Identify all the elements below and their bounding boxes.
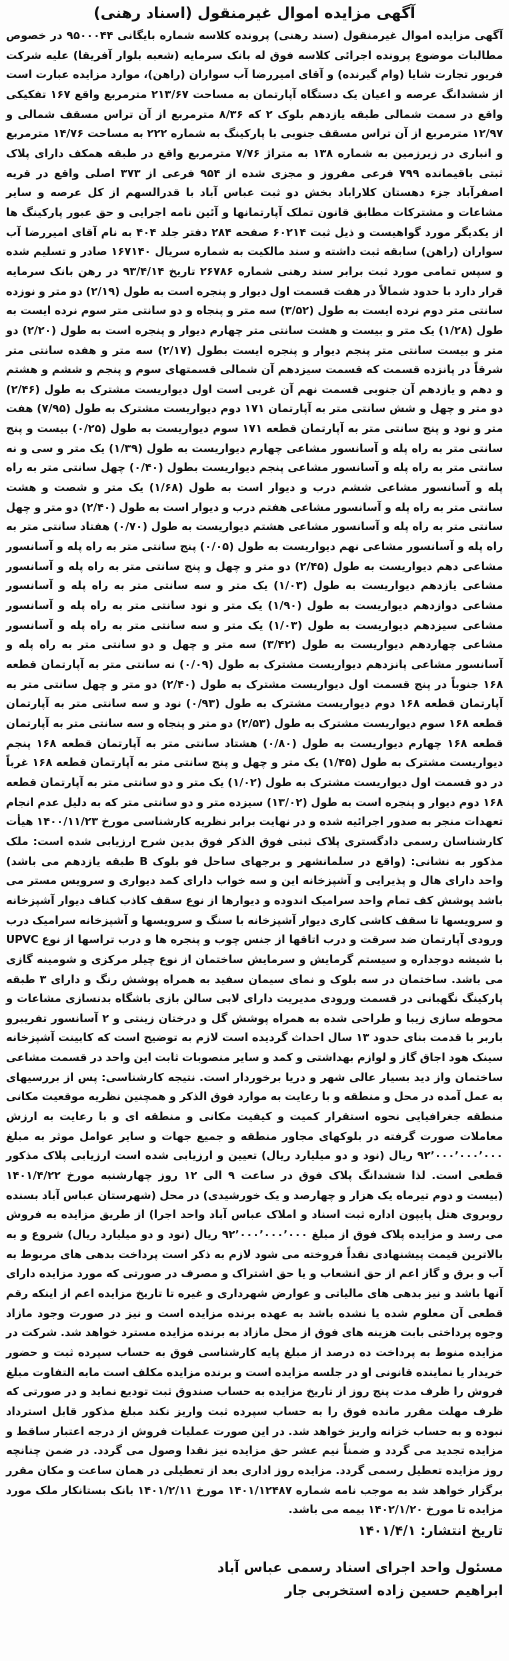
notice-title: آگهی مزایده اموال غیرمنقول (اسناد رهنی) <box>93 4 416 22</box>
signature-office: مسئول واحد اجرای اسناد رسمی عباس آباد <box>217 1559 503 1576</box>
notice-body: آگهی مزایده اموال غیرمنقول (سند رهنی) پرونده کلاسه شماره بایگانی ۹۵۰۰۰۴۴ در خصوص مطالبات موضوع پرونده اجرائی کلاسه فوق له بانک سرمایه (شعبه بلوار آفریقا) علیه شرکت فریور تجارت شایا (وام گیرنده) و آقای امیررضا آب سواران (راهن)، موارد مزایده عبارت است از ششدانگ عرصه و اعیان یک دستگاه آپارتمان به مساحت ۲۱۳/۶۷ مترمربع واقع ۱۶۷ تفکیکی واقع در سمت شمالی طبقه یازدهم بلوک ۲ که ۸/۳۶ مترمربع از آن تراس مسقف شمالی و ۱۲/۹۷ مترمربع از آن تراس مسقف جنوبی با پارکینگ به شماره ۲۲۲ به مساحت ۱۴/۷۶ مترمربع و انباری در زیرزمین به شماره ۱۳۸ به متراژ ۷/۷۶ مترمربع واقع در طبقه همکف دارای پلاک ثبتی باقیمانده ۷۹۹ فرعی مفروز و مجزی شده از ۹۵۴ فرعی از ۳۷۳ اصلی واقع در قریه اصفرآباد جزء دهستان کلاراباد بخش دو ثبت عباس آباد با قدرالسهم از کل عرصه و سایر مشاعات و مشترکات مطابق قانون تملک آپارتمانها و آئین نامه اجرایی و حق عبور پارکینگ ها از یکدیگر مورد گواهیست و ذیل ثبت ۶۰۲۱۴ صفحه ۲۸۴ دفتر جلد ۴۰۴ به نام آقای امیررضا آب سواران (راهن) سابقه ثبت داشته و سند مالکیت به شماره سریال ۱۶۷۱۴۰ صادر و تسلیم شده و سپس تمامی مورد ثبت برابر سند رهنی شماره ۲۶۷۸۶ تاریخ ۹۳/۴/۱۴ در رهن بانک سرمایه قرار دارد با حدود شمالاً در هفت قسمت اول دیوار و پنجره است به طول (۲/۱۹) دو متر و نوزده سانتی متر دوم نرده ایست به طول (۳/۵۲) سه متر و پنجاه و دو سانتی متر سوم نرده ایست به طول (۱/۲۸) یک متر و بیست و هشت سانتی متر چهارم دیوار و پنجره است به طول (۲/۲۰) دو متر و بیست سانتی متر پنجم دیوار و پنجره ایست بطول (۲/۱۷) سه متر و هفده سانتی متر شرقاً در پانزده قسمت که قسمت سیزدهم آن شمالی قسمتهای سوم و پنجم و ششم و هشتم و دهم و یازدهم آن جنوبی قسمت نهم آن غربی است اول دیواریست مشترک به طول (۲/۴۶) دو متر و چهل و شش سانتی متر به آپارتمان ۱۷۱ دوم دیواریست مشترک به طول (۷/۹۵) هفت متر و نود و پنج سانتی متر به آپارتمان قطعه ۱۷۱ سوم دیواریست به طول (۰/۲۵) بیست و پنج سانتی متر به راه پله و آسانسور مشاعی چهارم دیواریست به طول (۱/۳۹) یک متر و سی و نه سانتی متر به راه پله و آسانسور مشاعی پنجم دیواریست بطول (۰/۴۰) چهل سانتی متر به راه پله و آسانسور مشاعی ششم درب و دیوار است به طول (۱/۶۸) یک متر و شصت و هشت سانتی متر به راه پله و آسانسور مشاعی هفتم درب و دیوار است به طول (۲/۴۰) دو متر و چهل سانتی متر به راه پله و آسانسور مشاعی هشتم دیواریست به طول (۰/۷۰) هفتاد سانتی متر به راه پله و آسانسور مشاعی نهم دیواریست به طول (۰/۰۵) پنج سانتی متر به راه پله و آسانسور مشاعی دهم دیواریست به طول (۲/۴۵) دو متر و چهل و پنج سانتی متر به راه پله و آسانسور مشاعی یازدهم دیواریست به طول (۱/۰۳) یک متر و سه سانتی متر به راه پله و آسانسور مشاعی دوازدهم دیواریست به طول (۱/۹۰) یک متر و نود سانتی متر به راه پله و آسانسور مشاعی سیزدهم دیواریست به طول (۱/۰۳) یک متر و سه سانتی متر به راه پله و آسانسور مشاعی چهاردهم دیواریست به طول (۳/۴۲) سه متر و چهل و دو سانتی متر به راه پله و آسانسور مشاعی پانزدهم دیواریست مشترک به طول (۰/۰۹) نه سانتی متر به آپارتمان قطعه ۱۶۸ جنوباً در پنج قسمت اول دیواریست مشترک به طول (۲/۴۰) دو متر و چهل سانتی متر به آپارتمان قطعه ۱۶۸ دوم دیواریست مشترک به طول (۰/۹۳) نود و سه سانتی متر به آپارتمان قطعه ۱۶۸ سوم دیواریست مشترک به طول (۲/۵۳) دو متر و پنجاه و سه سانتی متر به آپارتمان قطعه ۱۶۸ چهارم دیواریست به طول (۰/۸۰) هشتاد سانتی متر به آپارتمان قطعه ۱۶۸ پنجم دیواریست مشترک به طول (۱/۴۵) یک متر و چهل و پنج سانتی متر به آپارتمان قطعه ۱۶۸ غرباً در دو قسمت اول دیواریست مشترک به طول (۱/۰۲) یک متر و دو سانتی متر به آپارتمان قطعه ۱۶۸ دوم دیوار و پنجره است به طول (۱۳/۰۲) سیزده متر و دو سانتی متر که به دلیل عدم انجام تعهدات منجر به صدور اجرائیه شده و در نهایت برابر نظریه کارشناسی مورخ ۱۴۰۰/۱۱/۲۳ هیأت کارشناسان رسمی دادگستری پلاک ثبتی فوق الذکر فوق بدین شرح ارزیابی شده است: ملک مذکور به نشانی: (واقع در سلمانشهر و برجهای ساحل فو بلوک B طبقه یازدهم می باشد) واحد دارای هال و پذیرایی و آشپزخانه این و سه خواب دارای کمد دیواری و سرویس مستر می باشد پوشش کف تمام واحد سرامیک اندوده و دیوارها از نوع سقف کاذب کناف دیوار آشپزخانه و سرویسها تا سقف کاشی کاری دیوار آشپزخانه با سنگ و سرویسها و آشپزخانه سرامیک درب ورودی آپارتمان ضد سرقت و درب اتاقها از جنس چوب و پنجره ها و درب تراسها از نوع UPVC با شیشه دوجداره و سیستم گرمایش و سرمایش ساختمان از نوع چیلر مرکزی و شومینه گازی می باشد. ساختمان در سه بلوک و نمای سیمان سفید به همراه پوشش رنگ و دارای ۳ طبقه پارکینگ نگهبانی در قسمت ورودی مدیریت دارای لابی سالن بازی باشگاه بدنسازی مشاعات و محوطه سازی زیبا و طراحی شده به همراه پوشش گل و درختان زینتی و ۲ آسانسور تفریبرو باربر با قدمت بنای حدود ۱۳ سال احداث گردیده است لازم به توضیح است که کابینت آشپزخانه سینک هود اجاق گاز و لوازم بهداشتی و کمد و سایر منصوبات ثابت این واحد در قسمت مشاعی ساختمان واز دید بسیار عالی شهر و دریا برخوردار است. نتیجه کارشناسی: پس از بررسیهای به عمل آمده در محل و منطقه و با رعایت به موارد فوق الذکر و همچنین نظریه موقعیت مکانی منطقه جغرافیایی نحوه استقرار کمیت و کیفیت مکانی و منطقه ای و با رعایت به ارزش معاملات صورت گرفته در بلوکهای مجاور منطقه و جمیع جهات و سایر عوامل موثر به مبلغ ۹۲٬۰۰۰٬۰۰۰٬۰۰۰ ریال (نود و دو میلیارد ریال) تعیین و ارزیابی شده است ارزیابی پلاک مذکور قطعی است. لذا ششدانگ پلاک فوق در ساعت ۹ الی ۱۲ روز چهارشنبه مورخ ۱۴۰۱/۴/۲۲ (بیست و دوم تیرماه یک هزار و چهارصد و یک خورشیدی) در محل (شهرستان عباس آباد بسنده روبروی هتل پایپون اداره ثبت اسناد و املاک عباس آباد واحد اجرا) از طریق مزایده به فروش می رسد و مزایده پلاک فوق از مبلغ ۹۲٬۰۰۰٬۰۰۰٬۰۰۰ ریال (نود و دو میلیارد ریال) شروع و به بالاترین قیمت پیشنهادی نقداً فروخته می شود لازم به ذکر است پرداخت بدهی های مربوط به آب و برق و گاز اعم از حق انشعاب و یا حق اشتراک و مصرف در صورتی که مورد مزایده دارای آنها باشد و نیز بدهی های مالیاتی و عوارض شهرداری و غیره تا تاریخ مزایده اعم از اینکه رقم قطعی آن معلوم شده یا نشده باشد به عهده برنده مزایده است و نیز در صورت وجود مازاد وجوه پرداختی بابت هزینه های فوق از محل مازاد به برنده مزایده مسترد خواهد شد. شرکت در مزایده منوط به پرداخت ده درصد از مبلغ پایه کارشناسی فوق به حساب سپرده ثبت و حضور خریدار یا نماینده قانونی او در جلسه مزایده است و برنده مزایده مکلف است مابه التفاوت مبلغ فروش را ظرف مدت پنج روز از تاریخ مزایده به حساب صندوق ثبت تودیع نماید و در صورتی که ظرف مهلت مقرر مانده فوق را به حساب سپرده ثبت واریز نکند مبلغ مذکور قابل استرداد نبوده و به حساب خزانه واریز خواهد شد. در این صورت عملیات فروش از درجه اعتبار ساقط و مزایده تجدید می گردد و ضمناً نیم عشر حق مزایده نیز نقدا وصول می گردد. در ضمن چنانچه روز مزایده تعطیل رسمی گردد. مزایده روز اداری بعد از تعطیلی در همان ساعت و مکان مقرر برگزار خواهد شد به موجب نامه شماره ۱۴۰۱/۱۲۴۸۷ مورخ ۱۴۰۱/۲/۱۱ بانک بستانکار ملک مورد مزایده تا مورخ ۱۴۰۲/۱/۲۰ بیمه می باشد. <box>6 29 504 1517</box>
signature-name: ابراهیم حسین زاده استخربی جار <box>284 1582 503 1599</box>
publish-date: تاریخ انتشار: ۱۴۰۱/۴/۱ <box>357 1523 503 1539</box>
signature-block <box>6 1557 503 1603</box>
